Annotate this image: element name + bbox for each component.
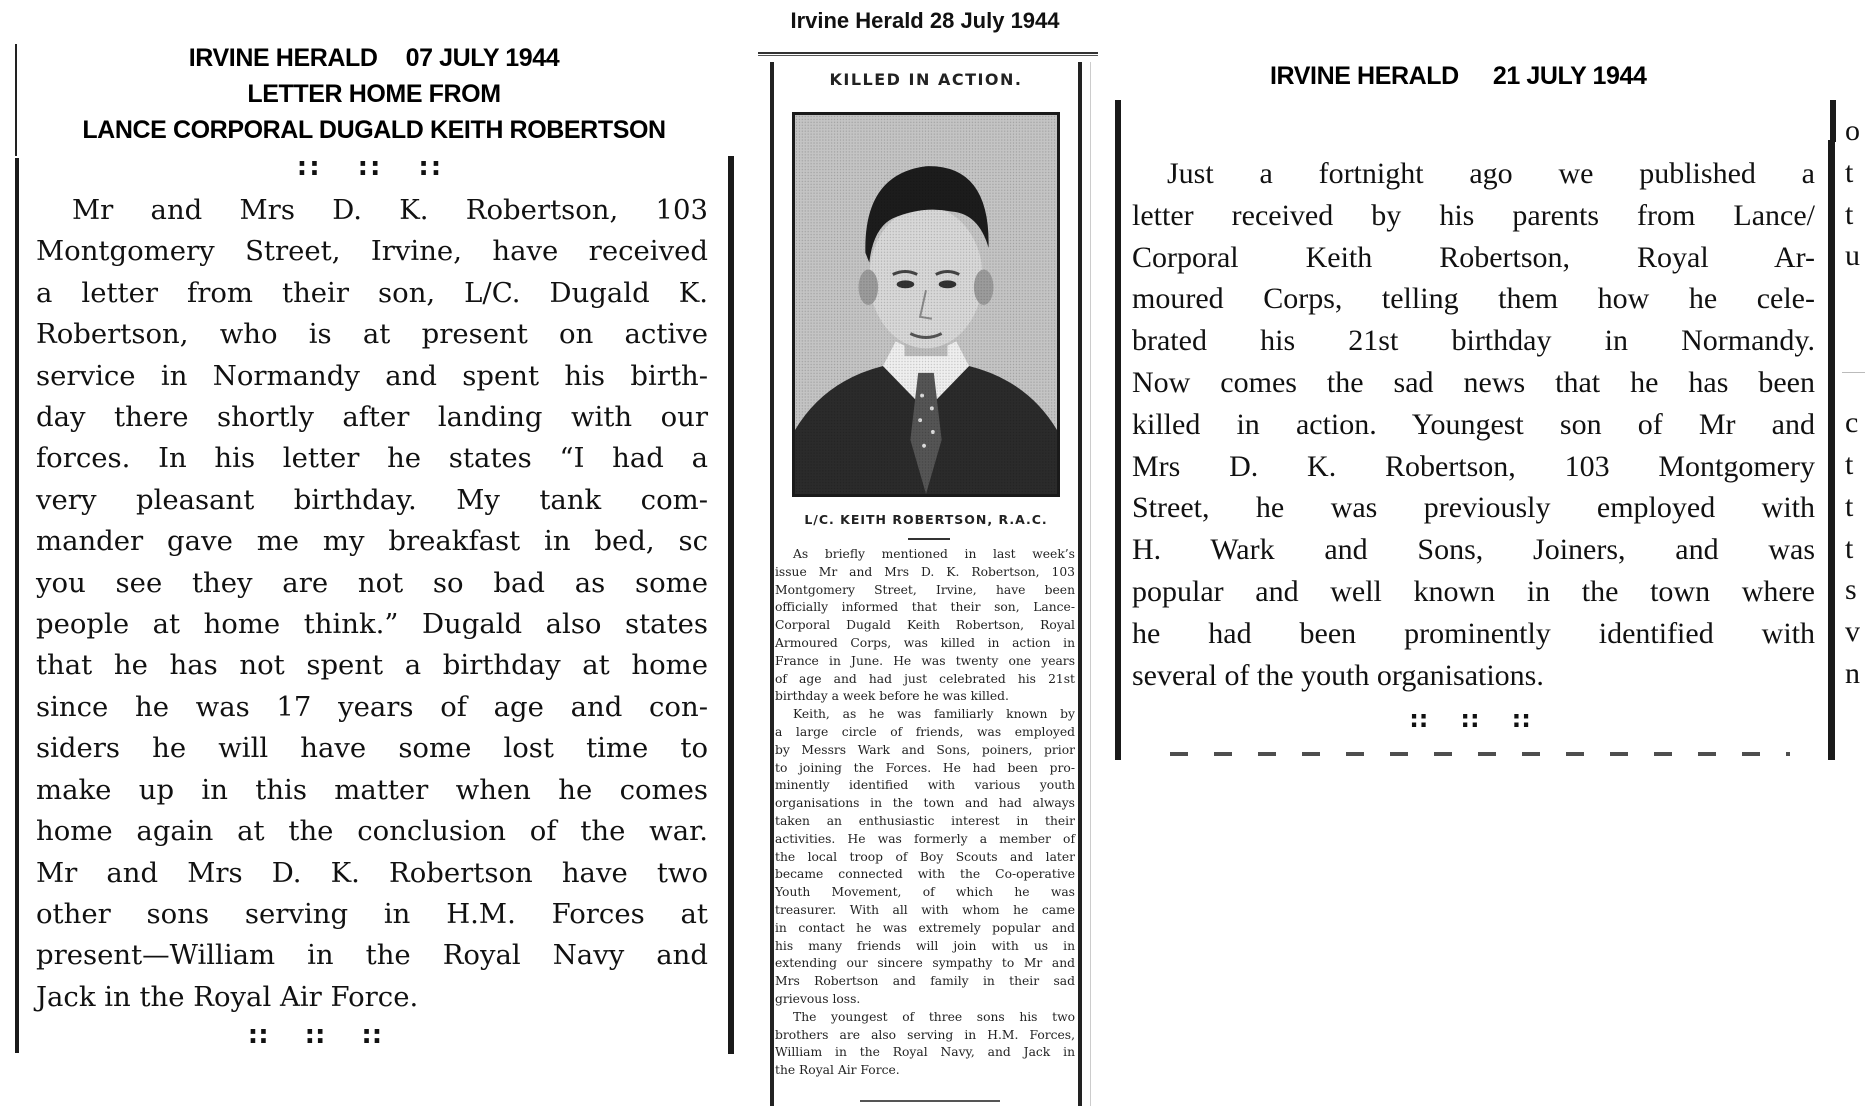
adjacent-column-fragment: [1090, 62, 1110, 1106]
text-line: Robertson, who is at present on active: [36, 318, 708, 351]
text-line: taken an enthusiastic interest in their: [775, 813, 1075, 828]
text-line: William in the Royal Navy, and Jack in: [775, 1045, 1075, 1060]
text-line: of age and had just celebrated his 21st: [775, 671, 1075, 686]
title-line-3: LANCE CORPORAL DUGALD KEITH ROBERTSON: [82, 116, 666, 144]
text-line: issue Mr and Mrs D. K. Robertson, 103: [775, 564, 1075, 579]
text-line: treasurer. With all with whom he came: [775, 902, 1075, 917]
headline: KILLED IN ACTION.: [829, 70, 1023, 89]
text-line: the local troop of Boy Scouts and later: [775, 849, 1075, 864]
paper-date: 21 JULY 1944: [1492, 62, 1647, 90]
text-line: very pleasant birthday. My tank com-: [36, 483, 708, 516]
text-line: make up in this matter when he comes: [36, 773, 708, 806]
text-line: several of the youth organisations.: [1132, 658, 1544, 692]
paper-name: IRVINE HERALD: [1270, 62, 1459, 90]
text-line: Jack in the Royal Air Force.: [36, 980, 419, 1013]
text-line: in contact he was extremely popular and: [775, 920, 1075, 935]
text-line: forces. In his letter he states “I had a: [36, 442, 708, 475]
truncated-next-line: [1170, 752, 1790, 756]
text-line: Mr and Mrs D. K. Robertson have two: [36, 856, 708, 889]
text-line: letter received by his parents from Lance/: [1132, 198, 1815, 232]
text-line: As briefly mentioned in last week’s: [793, 547, 1075, 561]
text-line: a letter from their son, L/C. Dugald K.: [36, 276, 708, 309]
text-line: his many friends will join with us in: [775, 938, 1075, 953]
text-line: Keith, as he was familiarly known by: [793, 707, 1075, 722]
fragment-letter: u: [1845, 239, 1860, 273]
clipping-28-july-1944: [740, 0, 1110, 1106]
text-line: brothers are also serving in H.M. Forces,: [775, 1027, 1075, 1042]
separator-dots: ::::::: [296, 152, 444, 182]
text-line: service in Normandy and spent his birth-: [36, 359, 708, 392]
text-line: day there shortly after landing with our: [36, 401, 708, 434]
clipping-title: Irvine Herald 28 July 1944: [790, 8, 1060, 33]
fragment-letter: t: [1845, 155, 1854, 189]
text-line: the Royal Air Force.: [775, 1063, 900, 1078]
clipping-title: [16, 40, 732, 148]
text-line: that he has not spent a birthday at home: [36, 649, 708, 682]
text-line: mander gave me my breakfast in bed, sc: [36, 525, 708, 558]
text-line: other sons serving in H.M. Forces at: [36, 897, 708, 930]
text-line: birthday a week before he was killed.: [775, 689, 1009, 704]
caption-rule: [908, 538, 950, 540]
text-line: organisations in the town and had always: [775, 796, 1075, 811]
text-line: Just a fortnight ago we published a: [1167, 157, 1815, 190]
fragment-letter: o: [1845, 114, 1860, 147]
text-line: extending our sincere sympathy to Mr and: [775, 956, 1075, 971]
fragment-letter: v: [1845, 615, 1860, 649]
column-rule-left: [15, 158, 19, 1053]
text-line: you see they are not so bad as some: [36, 566, 708, 599]
article-body: [1132, 153, 1815, 696]
text-line: home again at the conclusion of the war.: [36, 815, 708, 848]
paper-name: IRVINE HERALD: [188, 44, 378, 72]
text-line: Mr and Mrs D. K. Robertson, 103: [72, 194, 708, 226]
fragment-letter: t: [1845, 531, 1854, 565]
column-rule-right: [1828, 140, 1835, 760]
separator-dots-bottom: :: :: ::: [247, 1020, 383, 1050]
portrait-illustration-icon: [795, 115, 1057, 494]
title-line-2: LETTER HOME FROM: [247, 80, 501, 108]
column-rule-left: [1115, 100, 1121, 760]
column-rule-right-top: [1830, 100, 1836, 142]
paper-date: 07 JULY 1944: [405, 44, 560, 72]
clipping-21-july-1944: [1110, 0, 1865, 1106]
text-line: Street, he was previously employed with: [1132, 491, 1815, 525]
text-line: The youngest of three sons his two: [793, 1009, 1075, 1024]
text-line: siders he will have some lost time to: [36, 732, 708, 765]
text-line: a large circle of friends, was employed: [775, 724, 1075, 739]
fragment-letter: s: [1845, 573, 1857, 607]
text-line: Youth Movement, of which he was: [775, 885, 1075, 900]
text-line: Montgomery Street, Irvine, have received: [36, 235, 708, 268]
clipping-07-july-1944: [0, 0, 740, 1106]
text-line: since he was 17 years of age and con-: [36, 690, 708, 723]
text-line: people at home think.” Dugald also states: [36, 608, 708, 641]
fragment-letter: t: [1845, 447, 1854, 481]
fragment-letter: t: [1845, 197, 1854, 231]
text-line: killed in action. Youngest son of Mr and: [1132, 407, 1815, 441]
end-rule: [860, 1100, 1000, 1102]
fragment-letter: t: [1845, 489, 1854, 523]
text-line: officially informed that their son, Lance-: [775, 600, 1075, 615]
text-line: Corporal Dugald Keith Robertson, Royal: [775, 618, 1075, 633]
adjacent-column-fragment: [1845, 110, 1865, 695]
text-line: France in June. He was twenty one years: [775, 653, 1075, 668]
column-rule-right: [728, 156, 734, 1054]
text-line: H. Wark and Sons, Joiners, and was: [1132, 533, 1815, 567]
text-line: became connected with the Co-operative: [775, 867, 1075, 882]
column-rule-left: [770, 62, 774, 1106]
portrait-photo: [792, 112, 1060, 497]
text-line: popular and well known in the town where: [1132, 574, 1815, 608]
text-line: moured Corps, telling them how he cele-: [1132, 282, 1815, 316]
text-line: Mrs Robertson and family in their sad: [775, 974, 1075, 989]
text-line: to joining the Forces. He had been pro-: [775, 760, 1075, 775]
text-line: brated his 21st birthday in Normandy.: [1132, 324, 1815, 358]
text-line: Armoured Corps, was killed in action in: [775, 635, 1075, 650]
text-line: Montgomery Street, Irvine, have been: [775, 582, 1075, 597]
fragment-letter: n: [1845, 656, 1860, 690]
text-line: minently identified with various youth: [775, 778, 1075, 793]
text-line: he had been prominently identified with: [1132, 616, 1815, 650]
article-body: [775, 546, 1075, 1080]
text-line: grievous loss.: [775, 991, 861, 1006]
fragment-letter: c: [1845, 406, 1859, 440]
double-rule: [758, 52, 1098, 56]
photo-caption: L/C. KEITH ROBERTSON, R.A.C.: [804, 512, 1048, 527]
text-line: Now comes the sad news that he has been: [1132, 365, 1815, 399]
separator-dots: :: :: ::: [1409, 705, 1531, 733]
text-line: Mrs D. K. Robertson, 103 Montgomery: [1132, 449, 1815, 483]
text-line: Corporal Keith Robertson, Royal Ar-: [1132, 240, 1815, 274]
column-rule-right: [1078, 62, 1082, 1106]
text-line: by Messrs Wark and Sons, poiners, prior: [775, 742, 1075, 757]
article-body: [36, 190, 708, 1018]
text-line: activities. He was formerly a member of: [775, 831, 1075, 846]
text-line: present—William in the Royal Navy and: [36, 939, 708, 972]
clipping-title: [1270, 62, 1820, 91]
